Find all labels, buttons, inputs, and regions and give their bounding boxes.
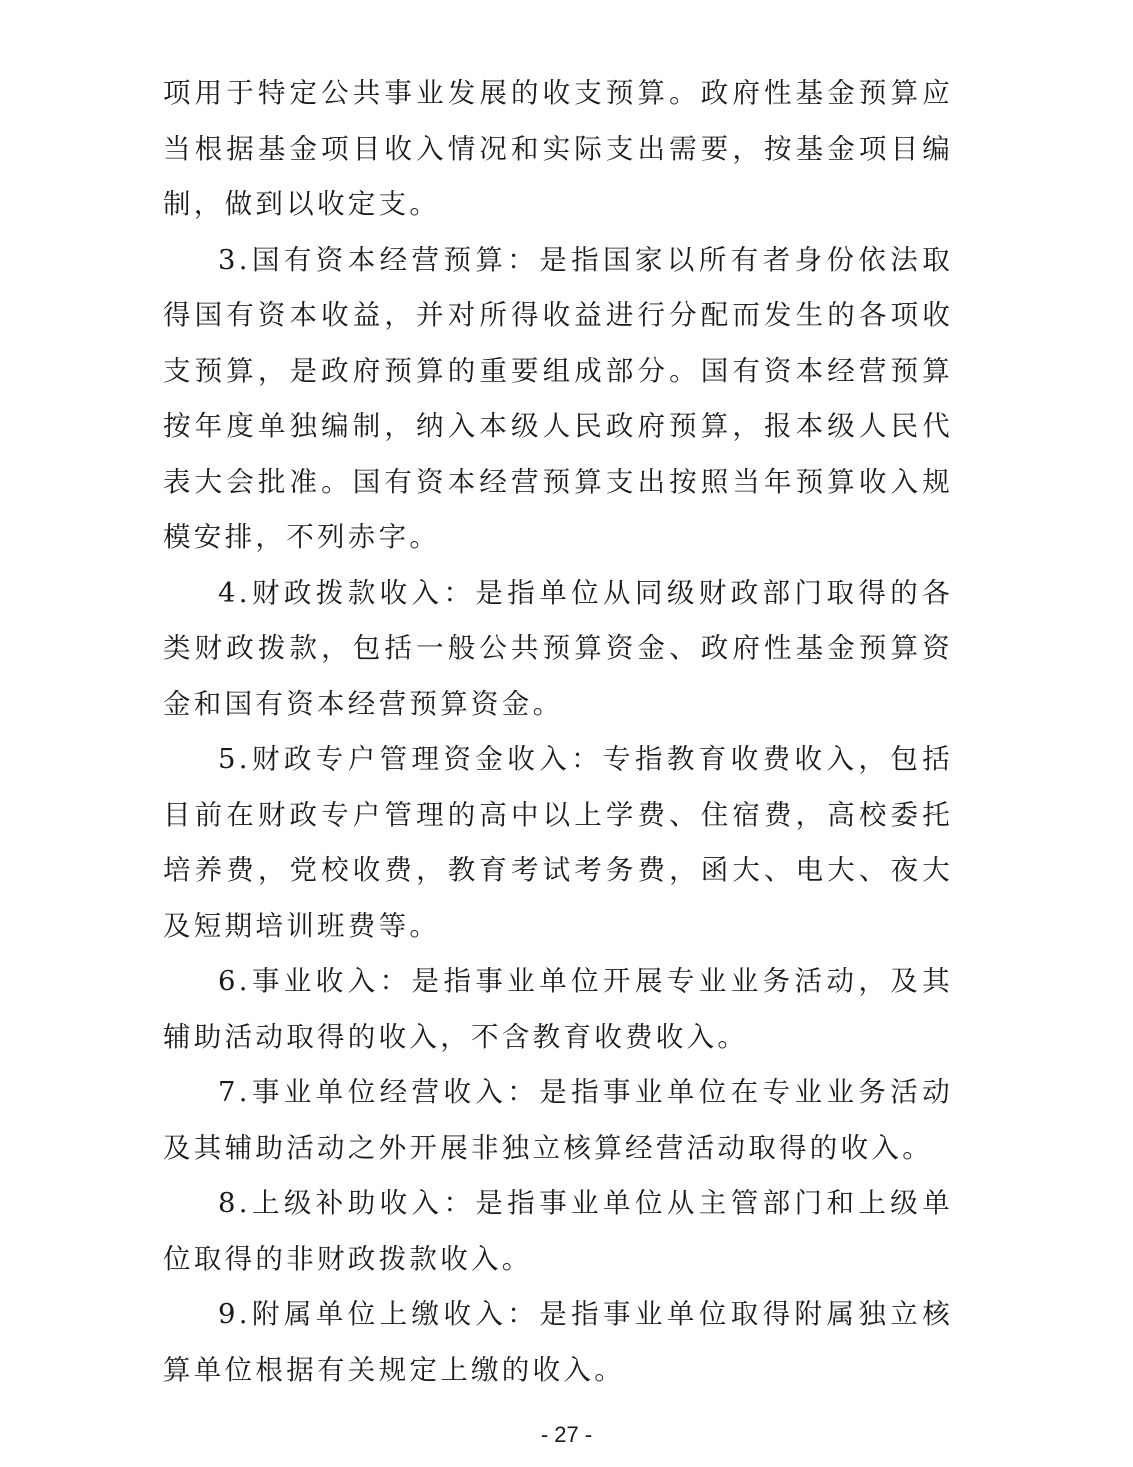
paragraph-affiliated-unit-income: 9.附属单位上缴收入：是指事业单位取得附属独立核算单位根据有关规定上缴的收入。 (163, 1298, 953, 1386)
paragraph-fiscal-appropriation-income: 4.财政拨款收入：是指单位从同级财政部门取得的各类财政拨款，包括一般公共预算资金、政府性基金预算资金和国有资本经营预算资金。 (163, 576, 953, 720)
paragraph-state-capital-budget: 3.国有资本经营预算：是指国家以所有者身份依法取得国有资本收益，并对所得收益进行分配而发生的各项收支预算，是政府预算的重要组成部分。国有资本经营预算按年度单独编制，纳入本级人民政府预算，报本级人民代表大会批准。国有资本经营预算支出按照当年预算收入规模安排，不列赤字。 (163, 243, 953, 553)
page-number: - 27 - (540, 1422, 593, 1447)
paragraph-continuation: 项用于特定公共事业发展的收支预算。政府性基金预算应当根据基金项目收入情况和实际支出需要，按基金项目编制，做到以收定支。 (163, 77, 953, 220)
paragraph-business-income: 6.事业收入：是指事业单位开展专业业务活动，及其辅助活动取得的收入，不含教育收费收入。 (163, 965, 953, 1053)
paragraph-superior-subsidy-income: 8.上级补助收入：是指事业单位从主管部门和上级单位取得的非财政拨款收入。 (163, 1187, 953, 1275)
paragraph-operating-income: 7.事业单位经营收入：是指事业单位在专业业务活动及其辅助活动之外开展非独立核算经营活动取得的收入。 (163, 1076, 953, 1164)
body-text (163, 66, 953, 1398)
paragraph-special-account-income: 5.财政专户管理资金收入：专指教育收费收入，包括目前在财政专户管理的高中以上学费、住宿费，高校委托培养费，党校收费，教育考试考务费，函大、电大、夜大及短期培训班费等。 (163, 743, 953, 942)
